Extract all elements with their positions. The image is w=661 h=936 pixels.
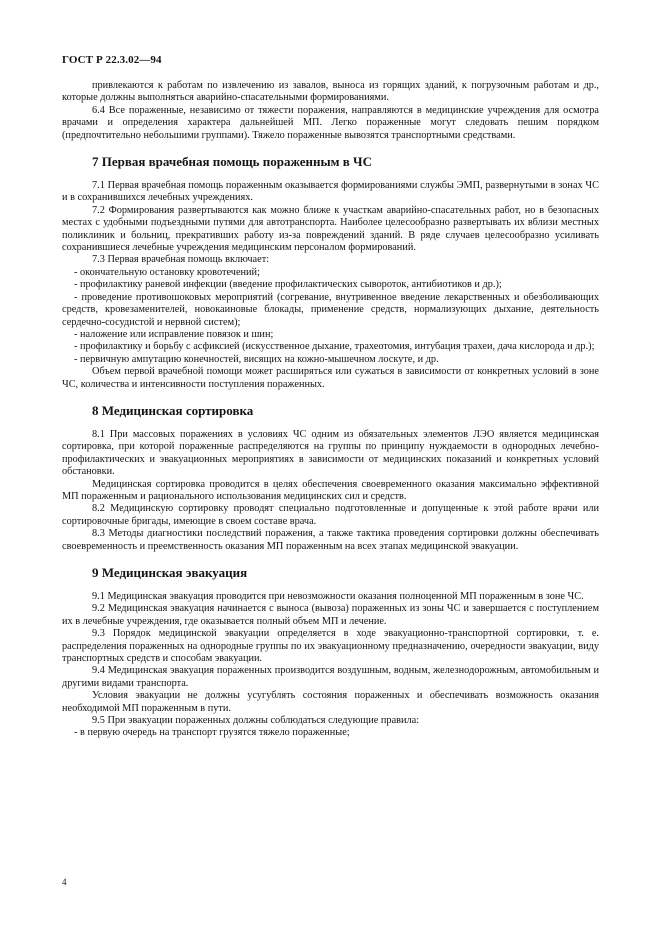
list-item: - наложение или исправление повязок и шин; xyxy=(74,328,274,340)
paragraph: 9.3 Порядок медицинской эвакуации определяется в ходе эвакуационно-транспортной сортировки, т. е. распределения пораженных на однородные группы по их эвакуационному предназначению, очередности эвакуации, виду транспортных средств и способам эвакуации. xyxy=(62,628,599,665)
list-item: - профилактику и борьбу с асфиксией (искусственное дыхание, трахеотомия, интубация трахеи, дача кислорода и др.); xyxy=(74,341,595,353)
section-heading: 7 Первая врачебная помощь пораженным в ЧС xyxy=(92,154,372,170)
paragraph: привлекаются к работам по извлечению из завалов, выноса из горящих зданий, к погрузочным работам и др., которые должны выполняться аварийно-спасательными формированиями. xyxy=(62,80,599,104)
paragraph: 9.4 Медицинская эвакуация пораженных производится воздушным, водным, железнодорожным, автомобильным и другими видами транспорта. xyxy=(62,665,599,689)
section-heading: 9 Медицинская эвакуация xyxy=(92,565,248,580)
paragraph: 9.1 Медицинская эвакуация проводится при невозможности оказания полноценной МП пораженным в зоне ЧС. xyxy=(92,591,584,602)
paragraph: 8.2 Медицинскую сортировку проводят специально подготовленные и допущенные к этой работе врачи или сортировочные бригады, имеющие в своем составе врача. xyxy=(62,503,599,527)
paragraph: 6.4 Все пораженные, независимо от тяжести поражения, направляются в медицинские учреждения для осмотра врачами и определения характера дальнейшей МП. Легко пораженные могут следовать пешим порядком (предпочтительно небольшими группами). Тяжело пораженные вывозятся транспортными средствами. xyxy=(62,104,599,141)
document-header: ГОСТ Р 22.3.02—94 xyxy=(62,54,162,66)
list-item: - в первую очередь на транспорт грузятся тяжело пораженные; xyxy=(74,727,350,739)
paragraph: Медицинская сортировка проводится в целях обеспечения своевременного оказания максимально эффективной МП пораженным и рационального использования медицинских сил и средств. xyxy=(62,478,599,502)
paragraph: 8.1 При массовых поражениях в условиях ЧС одним из обязательных элементов ЛЭО является медицинская сортировка, при которой пораженные распределяются на группы по принципу нуждаемости в однородных лечебно-профилактических и эвакуационных мероприятиях в зависимости от медицинских показаний и конкретных условий обстановки. xyxy=(62,428,599,478)
paragraph: Объем первой врачебной помощи может расширяться или сужаться в зависимости от конкретных условий в зоне ЧС, количества и интенсивности поступления пораженных. xyxy=(62,366,599,390)
paragraph: 7.2 Формирования развертываются как можно ближе к участкам аварийно-спасательных работ, но в безопасных местах с удобными подъездными путями для автотранспорта. Наиболее целесообразно развертывать их вблизи местных поликлиник и больниц, прекративших работу из-за повреждений зданий. В ряде случаев целесообразно усиливать сохранившиеся лечебные учреждения медицинским персоналом формирований. xyxy=(62,204,599,254)
paragraph: 7.3 Первая врачебная помощь включает: xyxy=(92,254,270,266)
document-body xyxy=(62,80,599,740)
page-number: 4 xyxy=(62,877,67,887)
paragraph: 9.5 При эвакуации пораженных должны соблюдаться следующие правила: xyxy=(92,715,420,727)
section-heading: 8 Медицинская сортировка xyxy=(92,402,254,418)
list-item: - первичную ампутацию конечностей, висящих на кожно-мышечном лоскуте, и др. xyxy=(74,353,439,365)
paragraph: 7.1 Первая врачебная помощь пораженным оказывается формированиями службы ЭМП, развернутыми в зонах ЧС и в сохранившихся лечебных учреждениях. xyxy=(62,180,599,204)
list-item: - окончательную остановку кровотечений; xyxy=(74,266,260,278)
paragraph: 9.2 Медицинская эвакуация начинается с выноса (вывоза) пораженных из зоны ЧС и завершается с поступлением их в лечебные учреждения, где оказывается полный объем МП и лечение. xyxy=(62,603,599,627)
list-item: - проведение противошоковых мероприятий (согревание, внутривенное введение лекарственных и обезболивающих средств, кровезаменителей, новокаиновые блокады, применение средств, нормализующих дыхание, деятельность сердечно-сосудистой и нервной систем); xyxy=(62,291,599,328)
paragraph: Условия эвакуации не должны усугублять состояния пораженных и обеспечивать возможность оказания необходимой МП пораженным в пути. xyxy=(62,690,599,714)
list-item: - профилактику раневой инфекции (введение профилактических сывороток, антибиотиков и др.); xyxy=(74,279,502,291)
paragraph: 8.3 Методы диагностики последствий поражения, а также тактика проведения сортировки должны обеспечивать своевременность и преемственность оказания МП пораженным на всех этапах медицинской эвакуации. xyxy=(62,528,599,552)
